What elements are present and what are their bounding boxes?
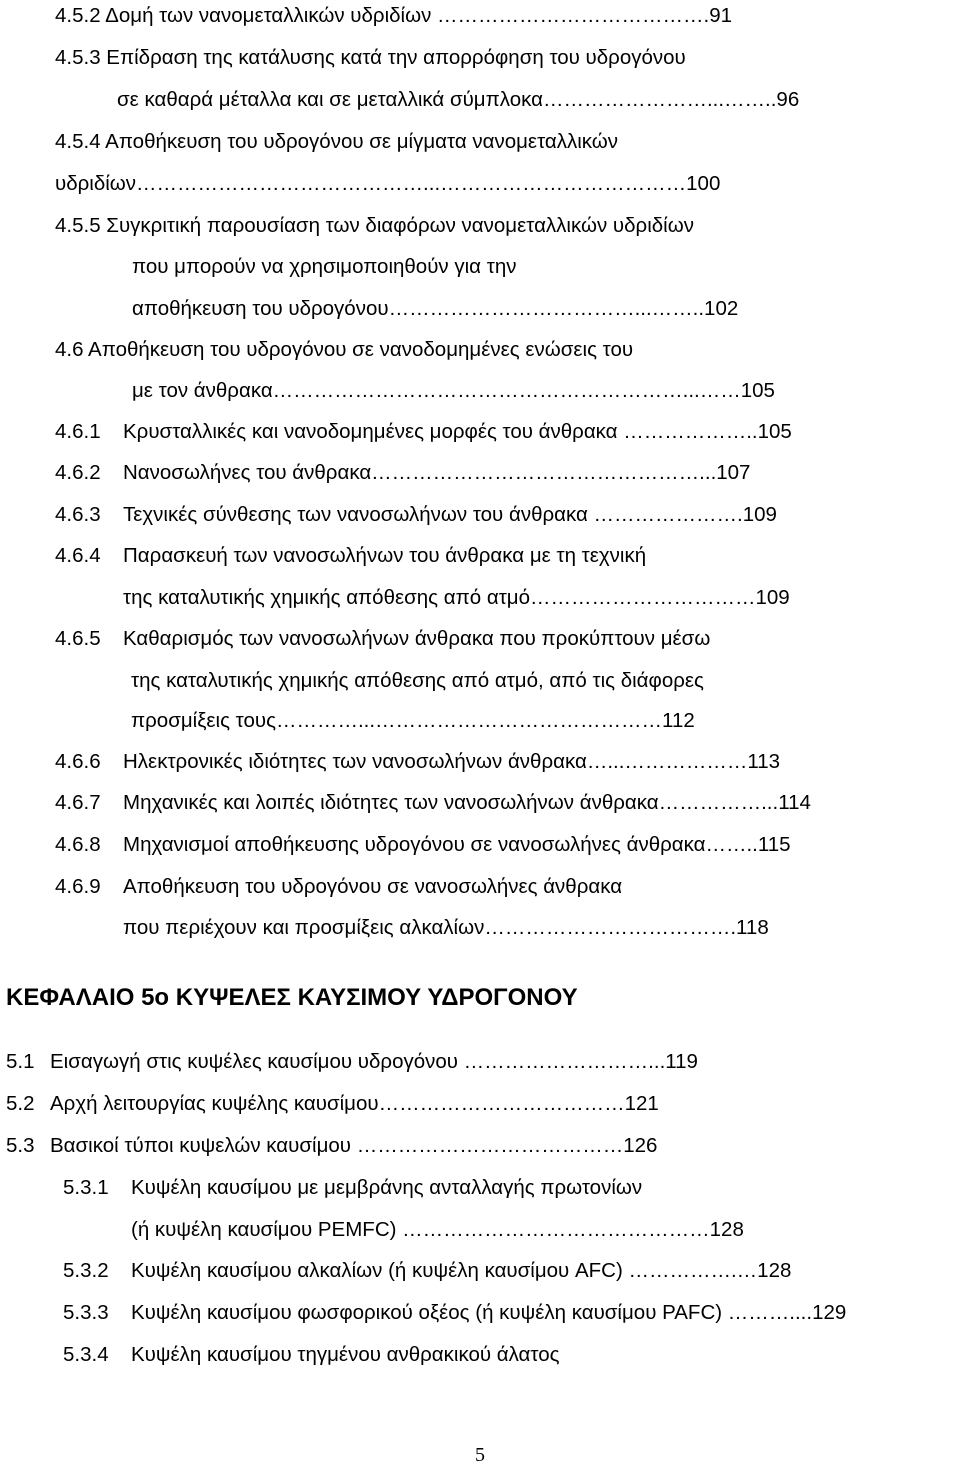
toc-entry-number: 4.6.7 [55,791,101,814]
toc-entry-text: της καταλυτικής χημικής απόθεσης από ατμό, από τις διάφορες [131,669,704,692]
toc-entry [63,1256,960,1286]
toc-entry [131,706,960,736]
toc-entry-text: Κυψέλη καυσίμου με μεμβράνης ανταλλαγής πρωτονίων [131,1176,643,1199]
toc-entry [55,1,960,31]
toc-entry-text: Μηχανισμοί αποθήκευσης υδρογόνου σε νανοσωλήνες άνθρακα……..115 [123,833,791,856]
toc-entry-number: 4.6.6 [55,750,101,773]
toc-entry [55,43,960,73]
toc-entry-number: 5.3.4 [63,1343,109,1366]
toc-entry [63,1340,960,1370]
toc-entry [55,747,960,777]
toc-entry-text: της καταλυτικής χημικής απόθεσης από ατμό……………………………109 [123,586,790,609]
toc-entry-text: αποθήκευση του υδρογόνου………………………………...……..102 [132,297,739,320]
toc-entry-text: Κυψέλη καυσίμου τηγμένου ανθρακικού άλατος [131,1343,560,1366]
toc-entry-text: που μπορούν να χρησιμοποιηθούν για την [132,255,517,278]
toc-entry [132,376,960,406]
toc-entry-text: Αποθήκευση του υδρογόνου σε νανοσωλήνες άνθρακα [123,875,623,898]
toc-entry-text: Εισαγωγή στις κυψέλες καυσίμου υδρογόνου ………………………...119 [50,1050,698,1073]
toc-entry-number: 4.6.5 [55,627,101,650]
toc-entry-number: 4.6.2 [55,461,101,484]
toc-entry [55,500,960,530]
toc-entry-text: Κρυσταλλικές και νανοδομημένες μορφές του άνθρακα ………………..105 [123,420,792,443]
toc-entry [55,830,960,860]
toc-entry [6,1131,960,1161]
toc-entry [123,583,960,613]
toc-entry [132,294,960,324]
chapter-heading: ΚΕΦΑΛΑΙΟ 5ο ΚΥΨΕΛΕΣ ΚΑΥΣΙΜΟΥ ΥΔΡΟΓΟΝΟΥ [6,984,578,1011]
toc-entry [63,1298,960,1328]
toc-entry-number: 5.3 [6,1134,35,1157]
toc-entry [123,913,960,943]
toc-entry-number: 5.3.1 [63,1176,109,1199]
toc-entry-text: 4.6 Αποθήκευση του υδρογόνου σε νανοδομημένες ενώσεις του [55,338,634,361]
toc-entry [131,666,960,696]
toc-entry-number: 4.6.8 [55,833,101,856]
toc-entry [55,458,960,488]
toc-entry-text: Παρασκευή των νανοσωλήνων του άνθρακα με τη τεχνική [123,544,647,567]
toc-entry-text: Κυψέλη καυσίμου φωσφορικού οξέος (ή κυψέλη καυσίμου PAFC) ………....129 [131,1301,847,1324]
toc-entry-text: 4.5.5 Συγκριτική παρουσίαση των διαφόρων νανομεταλλικών υδριδίων [55,214,694,237]
toc-entry-number: 5.2 [6,1092,35,1115]
toc-entry-text: σε καθαρά μέταλλα και σε μεταλλικά σύμπλοκα……………………...……..96 [117,88,800,111]
toc-entry [131,1215,960,1245]
toc-entry [55,417,960,447]
toc-entry [55,335,960,365]
toc-entry-number: 4.6.4 [55,544,101,567]
toc-entry [6,1047,960,1077]
toc-entry-text: Μηχανικές και λοιπές ιδιότητες των νανοσωλήνων άνθρακα……………...114 [123,791,811,814]
toc-entry [117,85,960,115]
toc-entry [6,1089,960,1119]
toc-entry-text: Βασικοί τύποι κυψελών καυσίμου …………………………………126 [50,1134,658,1157]
toc-entry [55,211,960,241]
toc-entry-text: που περιέχουν και προσμίξεις αλκαλίων……………………………….118 [123,916,769,939]
toc-entry [55,169,960,199]
toc-entry-text: (ή κυψέλη καυσίμου PEMFC) ………………………………………128 [131,1218,744,1241]
toc-entry-text: Ηλεκτρονικές ιδιότητες των νανοσωλήνων άνθρακα…...………………113 [123,750,781,773]
toc-entry [132,252,960,282]
toc-entry [55,624,960,654]
toc-entry-text: Καθαρισμός των νανοσωλήνων άνθρακα που προκύπτουν μέσω [123,627,711,650]
toc-entry-text: Τεχνικές σύνθεσης των νανοσωλήνων του άνθρακα ………………….109 [123,503,777,526]
toc-entry-text: Αρχή λειτουργίας κυψέλης καυσίμου………………………………121 [50,1092,659,1115]
toc-entry-number: 4.6.3 [55,503,101,526]
page-number: 5 [475,1444,485,1466]
toc-entry-text: 4.5.2 Δομή των νανομεταλλικών υδριδίων ………………………………….91 [55,4,733,27]
toc-entry-text: υδριδίων……………………………………...………………………………100 [55,172,721,195]
toc-entry [55,541,960,571]
toc-entry [55,788,960,818]
toc-entry-number: 5.3.2 [63,1259,109,1282]
toc-entry-text: προσμίξεις τους…………...……………………………………112 [131,709,695,732]
toc-entry-number: 4.6.9 [55,875,101,898]
toc-entry-text: 4.5.4 Αποθήκευση του υδρογόνου σε μίγματα νανομεταλλικών [55,130,619,153]
toc-entry-text: 4.5.3 Επίδραση της κατάλυσης κατά την απορρόφηση του υδρογόνου [55,46,686,69]
toc-entry-text: Κυψέλη καυσίμου αλκαλίων (ή κυψέλη καυσίμου AFC) …………….…128 [131,1259,792,1282]
toc-entry-number: 5.3.3 [63,1301,109,1324]
toc-entry-text: με τον άνθρακα……………………………………………………...……105 [132,379,775,402]
toc-entry [63,1173,960,1203]
toc-entry-number: 4.6.1 [55,420,101,443]
toc-entry [55,872,960,902]
toc-entry-number: 5.1 [6,1050,35,1073]
toc-entry [55,127,960,157]
toc-entry-text: Νανοσωλήνες του άνθρακα…………………………………………...107 [123,461,751,484]
